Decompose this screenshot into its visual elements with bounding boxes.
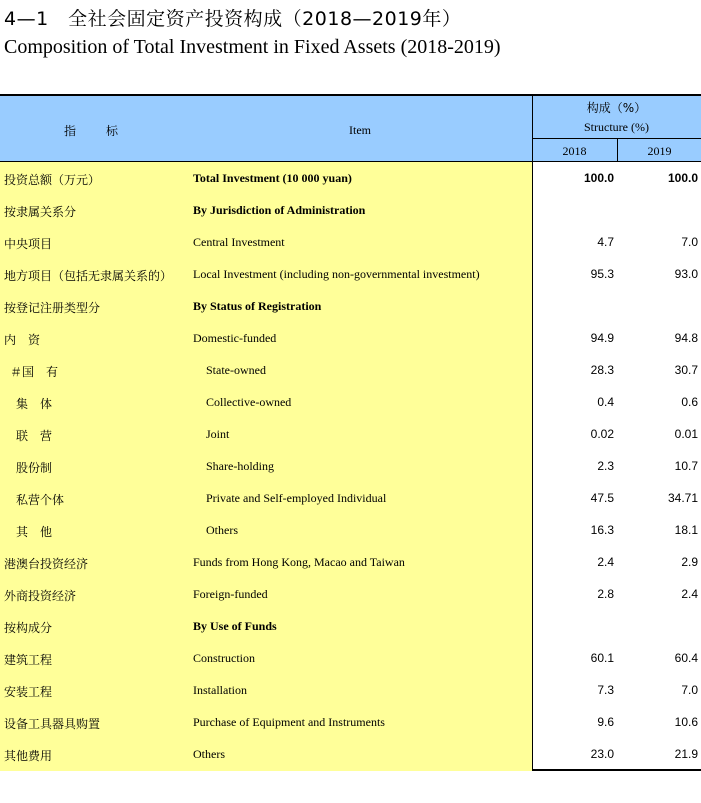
table-row	[0, 642, 701, 674]
row-label-en: By Status of Registration	[193, 299, 322, 313]
row-label-en: By Jurisdiction of Administration	[193, 203, 366, 217]
value-2019: 34.71	[667, 491, 698, 505]
row-label-cn: 其他费用	[4, 749, 53, 763]
table-row	[0, 610, 701, 642]
value-2019: 7.0	[681, 683, 698, 697]
table-row	[0, 386, 701, 418]
header-structure-en: Structure (%)	[584, 120, 649, 134]
row-label-cn: 投资总额（万元）	[4, 173, 101, 187]
header-indicator-cn: 指 标	[64, 124, 121, 138]
row-label-en: Foreign-funded	[193, 587, 268, 601]
row-label-en: State-owned	[206, 363, 266, 377]
table-row	[0, 322, 701, 354]
row-label-en: Funds from Hong Kong, Macao and Taiwan	[193, 555, 405, 569]
header-structure-cn: 构成（%）	[586, 101, 647, 115]
header-year-2019: 2019	[647, 144, 672, 158]
value-2019: 93.0	[674, 267, 698, 281]
value-2018: 0.4	[597, 395, 614, 409]
table-row	[0, 258, 701, 290]
row-label-en: Private and Self-employed Individual	[206, 491, 387, 505]
table-row	[0, 450, 701, 482]
value-2018: 2.3	[597, 459, 614, 473]
value-2018: 23.0	[590, 747, 614, 761]
row-label-cn: 按登记注册类型分	[4, 301, 101, 315]
header-year-2018: 2018	[562, 144, 587, 158]
row-label-en: Total Investment (10 000 yuan)	[193, 171, 352, 185]
value-2018: 28.3	[590, 363, 614, 377]
row-label-cn: 外商投资经济	[4, 589, 77, 603]
row-label-cn: 港澳台投资经济	[4, 557, 89, 571]
value-2018: 2.4	[597, 555, 614, 569]
row-label-en: By Use of Funds	[193, 619, 277, 633]
value-2018: 94.9	[590, 331, 614, 345]
value-2018: 9.6	[597, 715, 614, 729]
row-label-cn: 建筑工程	[4, 653, 53, 667]
row-label-en: Others	[206, 523, 238, 537]
table-row	[0, 290, 701, 322]
value-2018: 0.02	[590, 427, 614, 441]
row-label-cn: 联 营	[16, 429, 53, 443]
table-row	[0, 226, 701, 258]
row-label-cn: 其 他	[16, 525, 53, 539]
table-row	[0, 546, 701, 578]
value-2019: 30.7	[674, 363, 698, 377]
table-row	[0, 418, 701, 450]
table-row	[0, 514, 701, 546]
value-2019: 100.0	[667, 171, 698, 185]
table-row	[0, 738, 701, 770]
value-2018: 4.7	[597, 235, 614, 249]
table-header	[0, 96, 701, 162]
value-2018: 95.3	[590, 267, 614, 281]
row-label-cn: 设备工具器具购置	[4, 717, 101, 731]
row-label-cn: 内 资	[4, 333, 41, 347]
value-2019: 94.8	[674, 331, 698, 345]
value-2018: 7.3	[597, 683, 614, 697]
table-row	[0, 194, 701, 226]
row-label-cn: 按隶属关系分	[4, 205, 77, 219]
table-body	[0, 162, 701, 771]
row-label-cn: 按构成分	[4, 621, 53, 635]
row-label-en: Central Investment	[193, 235, 285, 249]
value-2019: 2.4	[681, 587, 698, 601]
row-label-en: Local Investment (including non-governmental investment)	[193, 267, 480, 281]
table-row	[0, 706, 701, 738]
page-title-cn: 4—1 全社会固定资产投资构成（2018—2019年）	[4, 8, 462, 30]
row-label-en: Construction	[193, 651, 255, 665]
table-row	[0, 674, 701, 706]
row-label-en: Domestic-funded	[193, 331, 277, 345]
row-label-en: Share-holding	[206, 459, 274, 473]
row-label-cn: ＃国 有	[10, 365, 59, 379]
row-label-cn: 股份制	[16, 461, 53, 475]
table-row	[0, 578, 701, 610]
value-2018: 47.5	[590, 491, 614, 505]
row-label-en: Joint	[206, 427, 230, 441]
row-label-cn: 安装工程	[4, 685, 53, 699]
row-label-en: Installation	[193, 683, 247, 697]
value-2019: 10.6	[674, 715, 698, 729]
row-label-cn: 私营个体	[16, 493, 65, 507]
value-2018: 2.8	[597, 587, 614, 601]
investment-table	[0, 94, 701, 771]
row-label-en: Purchase of Equipment and Instruments	[193, 715, 385, 729]
table-row	[0, 354, 701, 386]
value-2019: 10.7	[674, 459, 698, 473]
value-2019: 18.1	[674, 523, 698, 537]
row-label-cn: 中央项目	[4, 237, 53, 251]
value-2018: 16.3	[590, 523, 614, 537]
row-label-cn: 集 体	[16, 397, 53, 411]
value-2019: 2.9	[681, 555, 698, 569]
value-2018: 100.0	[583, 171, 614, 185]
row-label-en: Others	[193, 747, 225, 761]
table-row	[0, 482, 701, 514]
value-2019: 60.4	[674, 651, 698, 665]
row-label-en: Collective-owned	[206, 395, 292, 409]
value-2018: 60.1	[590, 651, 614, 665]
value-2019: 21.9	[674, 747, 698, 761]
header-item-en: Item	[349, 123, 371, 137]
page-title-en: Composition of Total Investment in Fixed Assets (2018-2019)	[4, 36, 501, 58]
value-2019: 0.01	[674, 427, 698, 441]
table-row	[0, 162, 701, 194]
value-2019: 0.6	[681, 395, 698, 409]
value-2019: 7.0	[681, 235, 698, 249]
row-label-cn: 地方项目（包括无隶属关系的）	[4, 269, 173, 283]
